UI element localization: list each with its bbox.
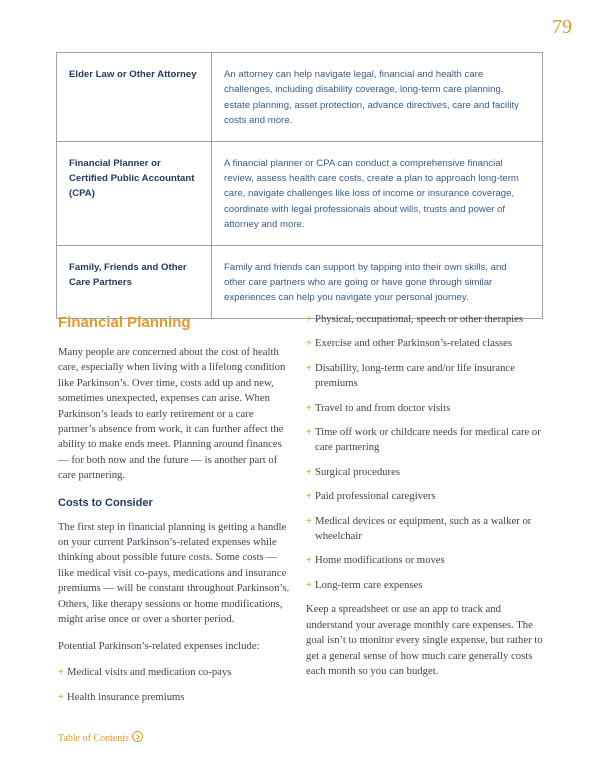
subheading: Costs to Consider: [58, 496, 153, 509]
plus-icon: +: [58, 666, 64, 678]
table-of-contents-label: Table of Contents: [58, 733, 129, 744]
list-item-text: Long-term care expenses: [315, 578, 423, 591]
list-item: [306, 553, 546, 568]
list-item-text: Health insurance premiums: [67, 691, 185, 704]
plus-icon: +: [306, 579, 312, 591]
list-item: [306, 425, 546, 456]
care-team-table: [56, 52, 543, 319]
role-cell: Financial Planner or Certified Public Accountant (CPA): [57, 141, 212, 245]
left-column: [58, 312, 294, 716]
list-item: [306, 489, 546, 504]
list-item-text: Travel to and from doctor visits: [315, 401, 451, 414]
list-item: [58, 665, 294, 680]
table-row: [57, 53, 543, 142]
plus-icon: +: [306, 466, 312, 478]
list-item-text: Time off work or childcare needs for medical care or care partnering: [315, 426, 541, 454]
right-column: [306, 312, 546, 690]
description-cell: An attorney can help navigate legal, financial and health care challenges, including disability coverage, long-term care planning, estate planning, asset protection, advance directives, care and facility costs and more.: [212, 53, 543, 142]
description-cell: A financial planner or CPA can conduct a comprehensive financial review, assess health care costs, create a plan to approach long-term care, navigate challenges like loss of income or insurance coverage, coordinate with legal professionals about wills, trusts and power of attorney and more.: [212, 141, 543, 245]
description-cell: Family and friends can support by tapping into their own skills, and other care partners who are going or have gone through similar experiences can help you navigate your personal journey.: [212, 245, 543, 318]
plus-icon: +: [306, 515, 312, 527]
table-of-contents-link[interactable]: [58, 731, 143, 744]
list-item-text: Medical visits and medication co-pays: [67, 665, 232, 678]
plus-icon: +: [306, 491, 312, 503]
list-item: [306, 361, 546, 392]
list-item: [306, 578, 546, 593]
list-intro: Potential Parkinson’s-related expenses include:: [58, 639, 260, 652]
list-item: [306, 336, 546, 351]
plus-icon: +: [306, 427, 312, 439]
list-item-text: Surgical procedures: [315, 465, 400, 478]
list-item-text: Paid professional caregivers: [315, 490, 436, 503]
list-item: [58, 690, 294, 705]
list-item-text: Physical, occupational, speech or other therapies: [315, 313, 524, 325]
plus-icon: +: [306, 402, 312, 414]
costs-paragraph: The first step in financial planning is getting a handle on your current Parkinson’s-related expenses while thinking about possible future costs. Some costs — like medical visit co-pays, medications and insurance premiums — will be constant throughout Parkinson’s. Others, like therapy sessions or home modifications, might arise once or over a shorter period.: [58, 520, 290, 626]
expense-list-left: [58, 665, 294, 706]
plus-icon: +: [306, 555, 312, 567]
role-cell: Elder Law or Other Attorney: [57, 53, 212, 142]
plus-icon: +: [306, 362, 312, 374]
list-item-text: Home modifications or moves: [315, 554, 445, 567]
plus-icon: +: [306, 314, 312, 325]
list-item: [306, 465, 546, 480]
list-item: [306, 312, 546, 327]
list-item: [306, 514, 546, 545]
closing-paragraph: Keep a spreadsheet or use an app to track and understand your average monthly care expenses. The goal isn’t to monitor every single expense, but rather to get a general sense of how much care generally costs each month so you can budget.: [306, 603, 543, 677]
table-row: [57, 141, 543, 245]
intro-paragraph: Many people are concerned about the cost of health care, especially when living with a lifelong condition like Parkinson’s. Over time, costs add up and new, sometimes unexpected, expenses can arise. When Parkinson’s leads to early retirement or a care partner’s absence from work, it can further affect the ability to make ends meet. Planning around finances — for both now and the future — is another part of care partnering.: [58, 346, 286, 482]
list-item-text: Exercise and other Parkinson’s-related classes: [315, 337, 513, 350]
expense-list-right: [306, 312, 546, 593]
list-item-text: Medical devices or equipment, such as a walker or wheelchair: [315, 514, 532, 543]
section-heading: Financial Planning: [58, 314, 191, 331]
list-item-text: Disability, long-term care and/or life insurance premiums: [315, 361, 515, 390]
list-item: [306, 401, 546, 416]
page-number: 79: [552, 16, 572, 38]
table-row: [57, 245, 543, 318]
plus-icon: +: [306, 338, 312, 350]
role-cell: Family, Friends and Other Care Partners: [57, 245, 212, 318]
chevron-right-circle-icon: [132, 731, 143, 742]
plus-icon: +: [58, 692, 64, 704]
